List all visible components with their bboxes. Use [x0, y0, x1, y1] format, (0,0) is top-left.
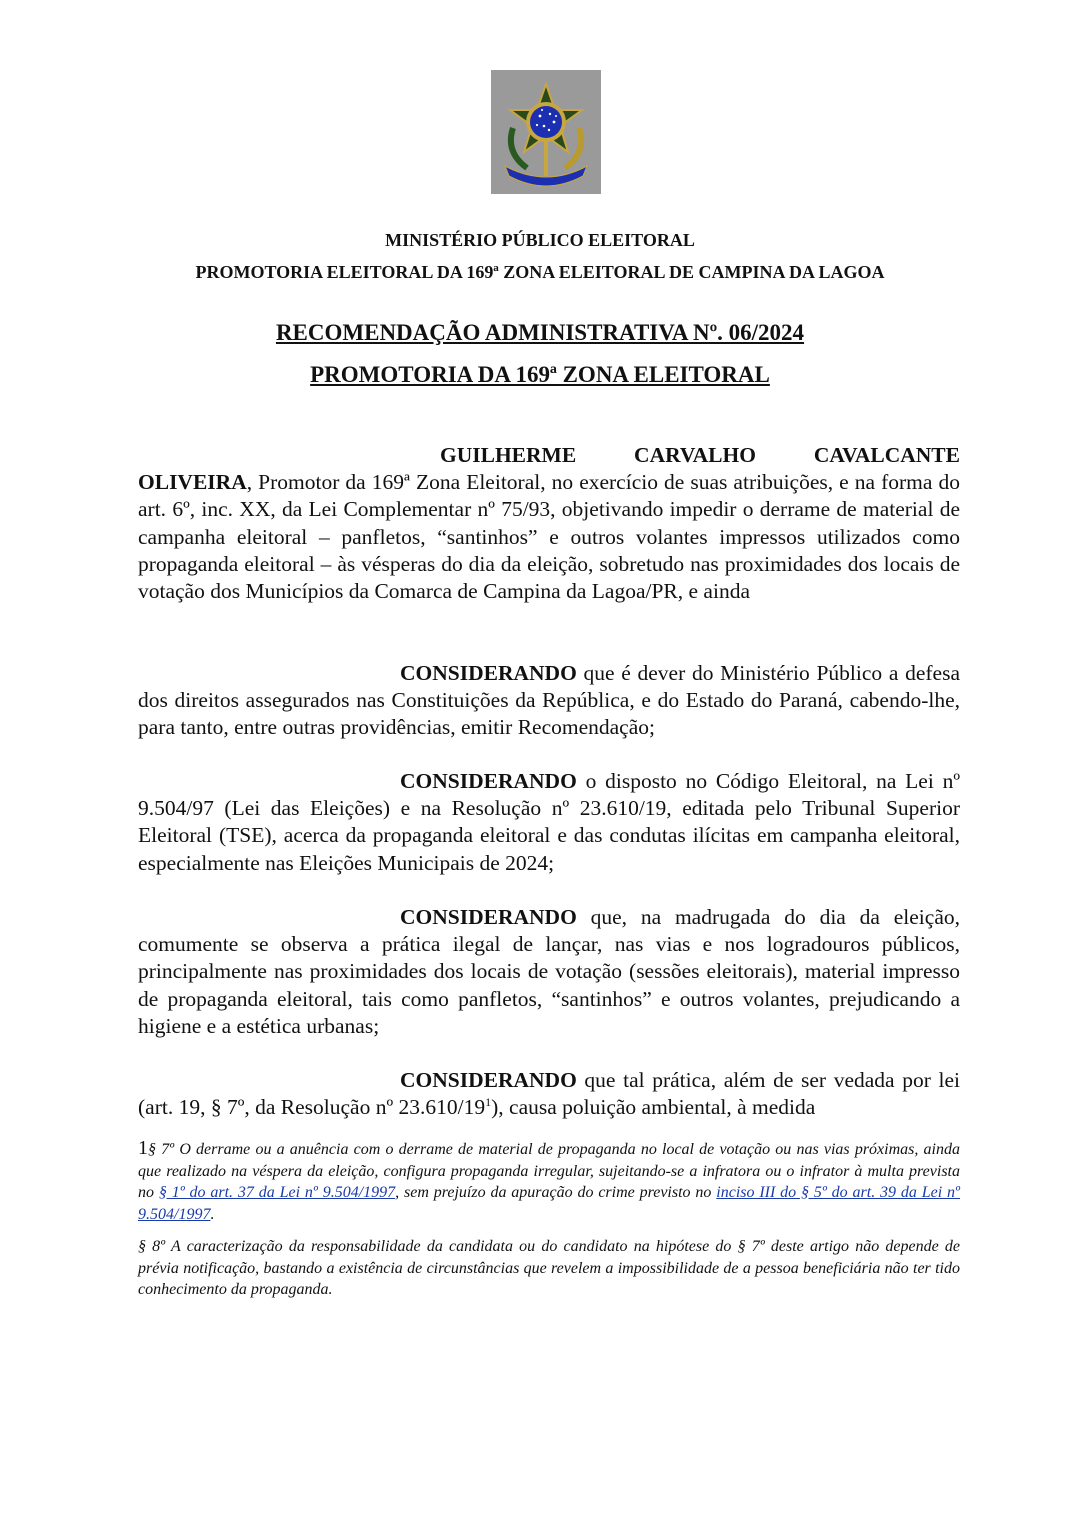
footnote-text: § 7º O derrame ou a anuência com o derrame de material de propaganda no local de votação ou nas vias próximas, ainda que realizado na véspera da eleição, configura propaganda irregular, sujeitando-se a infratora ou o infrator à multa prevista no — [138, 1141, 960, 1202]
considerando-lead: CONSIDERANDO — [400, 1068, 577, 1092]
considerando-paragraph — [138, 660, 960, 742]
considerando-text: que tal prática, além de ser vedada por lei (art. 19, § 7º, da Resolução nº 23.610/19 — [138, 1068, 960, 1120]
considerando-paragraph — [138, 1067, 960, 1121]
footnote-text: . — [210, 1205, 215, 1223]
considerando-lead: CONSIDERANDO — [400, 905, 577, 929]
promotor-name: GUILHERME CARVALHO CAVALCANTE OLIVEIRA — [138, 443, 960, 495]
considerando-lead: CONSIDERANDO — [400, 769, 577, 793]
footnote-number: 1 — [138, 1137, 148, 1159]
considerando-lead: CONSIDERANDO — [400, 661, 577, 685]
considerando-paragraph — [138, 768, 960, 877]
intro-paragraph — [138, 442, 960, 605]
considerando-text: que é dever do Ministério Público a defesa dos direitos assegurados nas Constituições da República, e do Estado do Paraná, cabendo-lhe, para tanto, entre outras providências, emitir Recomendação; — [138, 661, 960, 740]
considerando-text-continued: ), causa poluição ambiental, à medida — [491, 1095, 816, 1120]
footnote-1 — [138, 1138, 960, 1225]
law-link-art-37[interactable]: § 1º do art. 37 da Lei nº 9.504/1997 — [158, 1184, 396, 1202]
considerando-text: o disposto no Código Eleitoral, na Lei nº 9.504/97 (Lei das Eleições) e na Resolução nº 23.610/19, editada pelo Tribunal Superior Eleitoral (TSE), acerca da propaganda eleitoral e das condutas ilícitas em campanha eleitoral, especialmente nas Eleições Municipais de 2024; — [138, 769, 960, 875]
footnote-text: , sem prejuízo da apuração do crime previsto no — [395, 1184, 717, 1202]
document-subtitle: PROMOTORIA DA 169ª ZONA ELEITORAL — [310, 362, 770, 387]
considerando-text: que, na madrugada do dia da eleição, comumente se observa a prática ilegal de lançar, nas vias e nos logradouros públicos, principalmente nas proximidades dos locais de votação (sessões eleitorais), material impresso de propaganda eleitoral, tais como panfletos, “santinhos” e outros volantes, prejudicando a higiene e a estética urbanas; — [138, 905, 960, 1038]
brazil-coat-of-arms-seal — [491, 70, 601, 194]
intro-text: , Promotor da 169ª Zona Eleitoral, no exercício de suas atribuições, e na forma do art. 6º, inc. XX, da Lei Complementar nº 75/93, objetivando impedir o derrame de material de campanha eleitoral – panfletos, “santinhos” e outros volantes impressos utilizados como propaganda eleitoral – às vésperas do dia da eleição, sobretudo nas proximidades dos locais de votação dos Municípios da Comarca de Campina da Lagoa/PR, e ainda — [138, 470, 960, 604]
institution-name: MINISTÉRIO PÚBLICO ELEITORAL — [385, 230, 695, 250]
promotoria-name: PROMOTORIA ELEITORAL DA 169ª ZONA ELEITORAL DE CAMPINA DA LAGOA — [195, 262, 885, 282]
footnote-reference[interactable]: 1 — [485, 1095, 492, 1110]
coat-of-arms-icon — [491, 70, 601, 194]
footnote-paragraph-8: § 8º A caracterização da responsabilidade da candidata ou do candidato na hipótese do § 7º deste artigo não depende de prévia notificação, bastando a existência de circunstâncias que revelem a impossibilidade de a pessoa beneficiária não ter tido conhecimento da propaganda. — [138, 1238, 960, 1299]
law-link-art-39[interactable]: inciso III do § 5º do art. 39 da Lei nº 9.504/1997 — [138, 1184, 961, 1223]
document-title: RECOMENDAÇÃO ADMINISTRATIVA Nº. 06/2024 — [275, 320, 805, 345]
considerando-paragraph — [138, 904, 960, 1040]
